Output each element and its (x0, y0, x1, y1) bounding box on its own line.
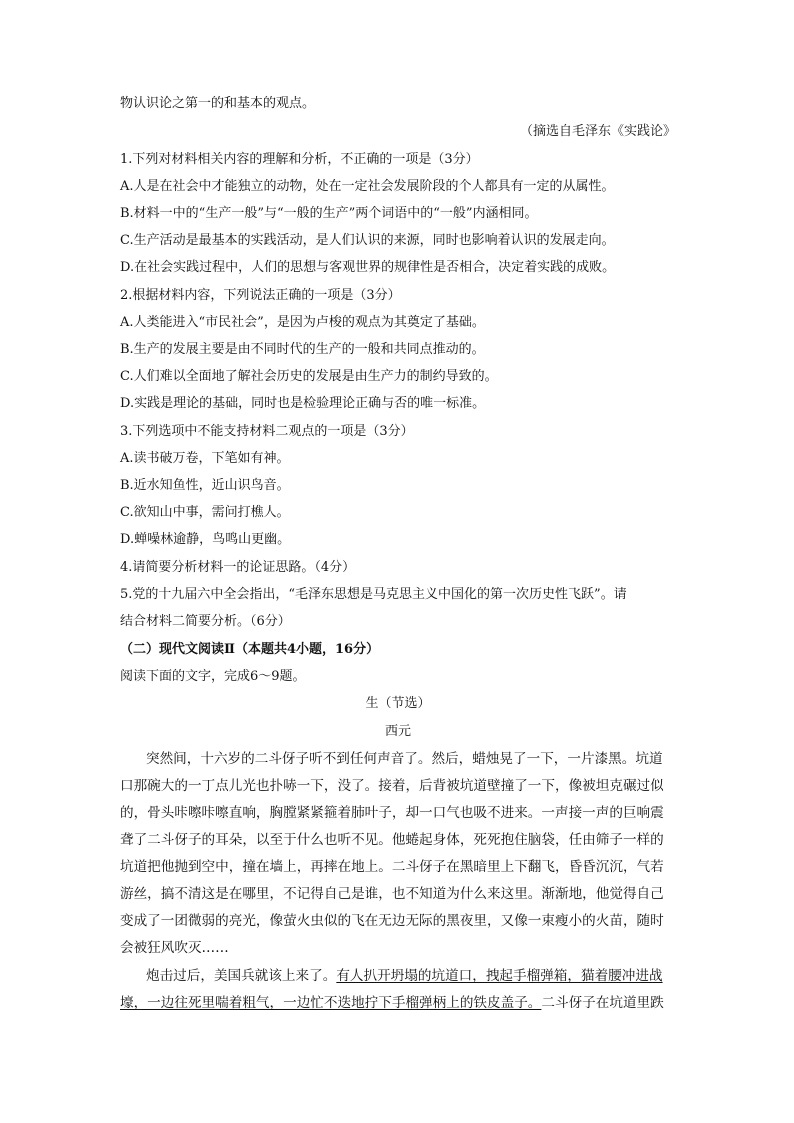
option-1a: A.人是在社会中才能独立的动物，处在一定社会发展阶段的个人都具有一定的从属性。 (120, 179, 615, 194)
question-4: 4.请简要分析材料一的论证思路。（4分） (120, 560, 356, 575)
question-3: 3.下列选项中不能支持材料二观点的一项是（3分） (120, 424, 414, 439)
paragraph-line: 口那碗大的一丁点儿光也扑哧一下，没了。接着，后背被坑道壁撞了一下，像被坦克碾过似 (120, 778, 664, 794)
option-2d: D.实践是理论的基础，同时也是检验理论正确与否的唯一标准。 (120, 396, 486, 411)
paragraph-line: 会被狂风吹灭…… (120, 940, 229, 956)
option-3a: A.读书破万卷，下笔如有神。 (120, 451, 290, 466)
option-3c: C.欲知山中事，需问打樵人。 (120, 505, 290, 520)
option-1d: D.在社会实践过程中，人们的思想与客观世界的规律性是否相合，决定着实践的成败。 (120, 260, 616, 275)
plain-text: 炮击过后，美国兵就该上来了。 (146, 968, 337, 984)
option-2c: C.人们难以全面地了解社会历史的发展是由生产力的制约导致的。 (120, 369, 498, 384)
paragraph-line: 聋了二斗伢子的耳朵，以至于什么也听不见。他蜷起身体，死死抱住脑袋，任由筛子一样的 (120, 832, 664, 848)
paragraph-line: 游丝，搞不清这是在哪里，不记得自己是谁，也不知道为什么来这里。渐渐地，他觉得自己 (120, 886, 664, 902)
question-2: 2.根据材料内容，下列说法正确的一项是（3分） (120, 288, 401, 303)
paragraph-line: 变成了一团微弱的亮光，像萤火虫似的飞在无边无际的黑夜里，又像一束瘦小的火苗，随时 (120, 913, 664, 929)
story-title: 生（节选） (365, 696, 431, 711)
paragraph-line (120, 968, 676, 984)
story-author: 西元 (384, 724, 411, 739)
underlined-text: 有人扒开坍塌的坑道口，拽起手榴弹箱，猫着腰冲进战 (336, 968, 663, 984)
option-1b: B.材料一中的“生产一般”与“一般的生产”两个词语中的“一般”内涵相同。 (120, 206, 538, 221)
paragraph-line (120, 995, 676, 1011)
paragraph-line: 坑道把他抛到空中，撞在墙上，再摔在地上。二斗伢子在黑暗里上下翻飞，昏昏沉沉，气若 (120, 859, 664, 875)
option-1c: C.生产活动是最基本的实践活动，是人们认识的来源，同时也影响着认识的发展走向。 (120, 233, 615, 248)
source-citation: （摘选自毛泽东《实践论》 (519, 124, 676, 139)
underlined-text: 壕，一边往死里喘着粗气，一边忙不迭地拧下手榴弹柄上的铁皮盖子。 (120, 995, 542, 1011)
section-heading: （二）现代文阅读Ⅱ（本题共4小题，16分） (120, 642, 380, 657)
text-line: 物认识论之第一的和基本的观点。 (120, 96, 316, 111)
question-5-line-1: 5.党的十九届六中全会指出，“毛泽东思想是马克思主义中国化的第一次历史性飞跃”。请 (120, 587, 627, 602)
option-2a: A.人类能进入“市民社会”，是因为卢梭的观点为其奠定了基础。 (120, 315, 485, 330)
paragraph-line: 的，骨头咔嚓咔嚓直响，胸膛紧紧箍着肺叶子，却一口气也吸不进来。一声接一声的巨响震 (120, 805, 664, 821)
question-1: 1.下列对材料相关内容的理解和分析，不正确的一项是（3分） (120, 152, 479, 167)
option-3b: B.近水知鱼性，近山识鸟音。 (120, 478, 290, 493)
question-5-line-2: 结合材料二简要分析。（6分） (120, 614, 291, 629)
plain-text: 二斗伢子在坑道里跌 (541, 995, 664, 1011)
paragraph-line: 突然间，十六岁的二斗伢子听不到任何声音了。然后，蜡烛晃了一下，一片漆黑。坑道 (146, 751, 663, 767)
option-3d: D.蝉噪林逾静，鸟鸣山更幽。 (120, 532, 291, 547)
option-2b: B.生产的发展主要是由不同时代的生产的一般和共同点推动的。 (120, 342, 485, 357)
instruction: 阅读下面的文字，完成6～9题。 (120, 669, 306, 684)
